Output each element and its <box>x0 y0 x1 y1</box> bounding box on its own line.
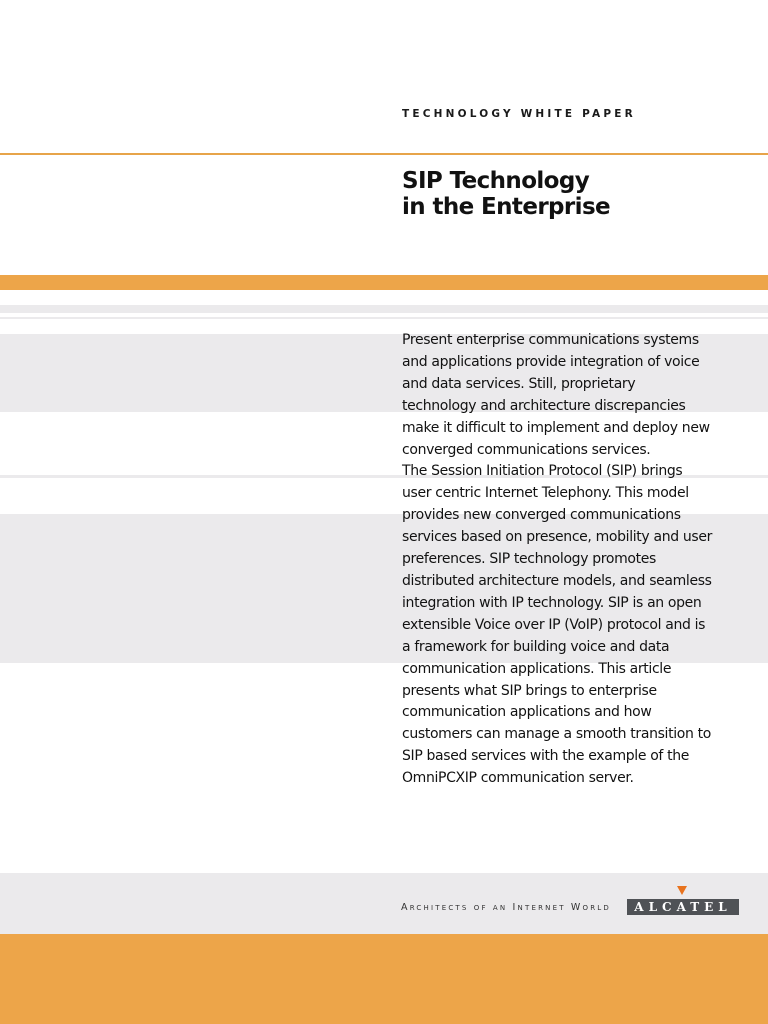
alcatel-logo: ALCATEL <box>627 899 739 915</box>
abstract-text <box>402 330 712 790</box>
gray-strip <box>0 305 768 313</box>
gray-strip-thin <box>0 317 768 319</box>
title-line-2: in the Enterprise <box>402 194 611 220</box>
top-divider-rule <box>0 153 768 155</box>
document-kicker: TECHNOLOGY WHITE PAPER <box>402 108 636 120</box>
company-tagline: Architects of an Internet World <box>401 902 611 913</box>
title-line-1: SIP Technology <box>402 168 590 194</box>
document-title <box>402 168 610 220</box>
footer-orange-band <box>0 934 768 1024</box>
abstract-paragraph-1: Present enterprise communications systems and applications provide integration of voice and data services. Still, proprietary technology and architecture discrepancies make it difficult to implement and deploy new converged communications services. <box>402 332 710 458</box>
orange-header-band <box>0 275 768 290</box>
logo-triangle-icon <box>677 886 687 895</box>
abstract-paragraph-2: The Session Initiation Protocol (SIP) brings user centric Internet Telephony. This model provides new converged communications services based on presence, mobility and user preferences. SIP technology promotes distributed architecture models, and seamless integration with IP technology. SIP is an open extensible Voice over IP (VoIP) protocol and is a framework for building voice and data communication applications. This article presents what SIP brings to enterprise communication applications and how customers can manage a smooth transition to SIP based services with the example of the OmniPCXIP communication server. <box>402 463 712 787</box>
